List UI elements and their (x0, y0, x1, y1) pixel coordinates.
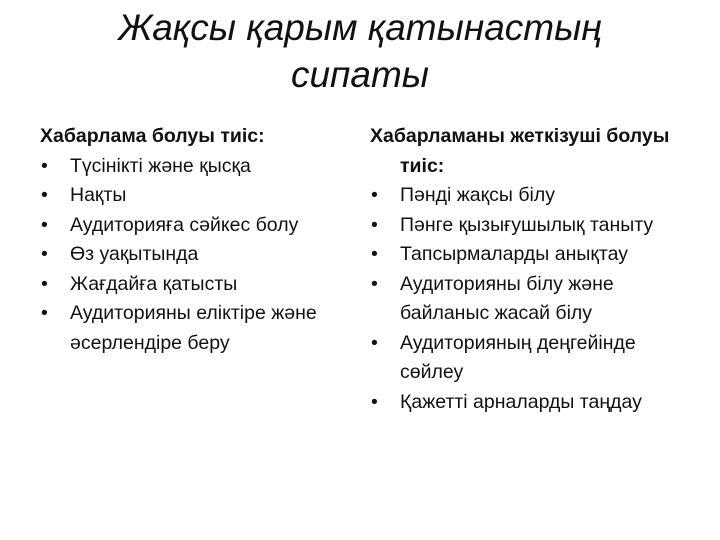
list-item-text: Аудиторияға сәйкес болу (70, 213, 299, 236)
list-item (40, 152, 360, 182)
slide-title-line-1: Жақсы қарым қатынастың (118, 7, 602, 48)
bullet-icon: • (41, 272, 48, 295)
bullet-icon: • (371, 184, 378, 206)
bullet-icon: • (41, 213, 48, 236)
list-item (40, 240, 360, 270)
list-item-text: Түсінікті және қысқа (70, 154, 251, 177)
list-item-text: Аудиторияны еліктіре және әсерлендіре беру (70, 302, 317, 354)
right-column-heading: Хабарламаны жеткізуші болуы тиіс: (370, 125, 670, 177)
bullet-icon: • (371, 331, 378, 354)
right-column (370, 122, 700, 417)
bullet-icon: • (41, 184, 48, 206)
left-bullet-list (40, 152, 360, 359)
bullet-icon: • (371, 272, 378, 295)
list-item (40, 211, 360, 241)
right-bullet-list (370, 181, 700, 417)
list-item (370, 181, 700, 211)
bullet-icon: • (41, 243, 48, 265)
list-item-text: Қажетті арналарды таңдау (400, 390, 642, 413)
list-item (40, 181, 360, 211)
list-item (370, 240, 700, 270)
list-item-text: Нақты (70, 184, 127, 206)
list-item (40, 299, 360, 358)
bullet-icon: • (371, 243, 378, 265)
list-item-text: Аудиторияның деңгейінде сөйлеу (400, 331, 636, 383)
slide-title-line-2: сипаты (290, 54, 430, 95)
bullet-icon: • (41, 154, 48, 177)
bullet-icon: • (41, 302, 48, 324)
list-item-text: Аудиторияны білу және байланыс жасай білу (400, 272, 614, 324)
list-item (40, 270, 360, 300)
list-item (370, 388, 700, 418)
list-item-text: Пәнді жақсы білу (400, 184, 555, 206)
bullet-icon: • (371, 390, 378, 413)
list-item-text: Пәнге қызығушылық таныту (400, 213, 654, 236)
bullet-icon: • (371, 213, 378, 236)
left-column (40, 122, 360, 358)
list-item-text: Тапсырмаларды анықтау (400, 243, 628, 265)
list-item-text: Өз уақытында (70, 243, 199, 265)
left-column-heading: Хабарлама болуы тиіс: (40, 125, 265, 147)
list-item (370, 211, 700, 241)
list-item-text: Жағдайға қатысты (70, 272, 238, 295)
list-item (370, 270, 700, 329)
list-item (370, 329, 700, 388)
